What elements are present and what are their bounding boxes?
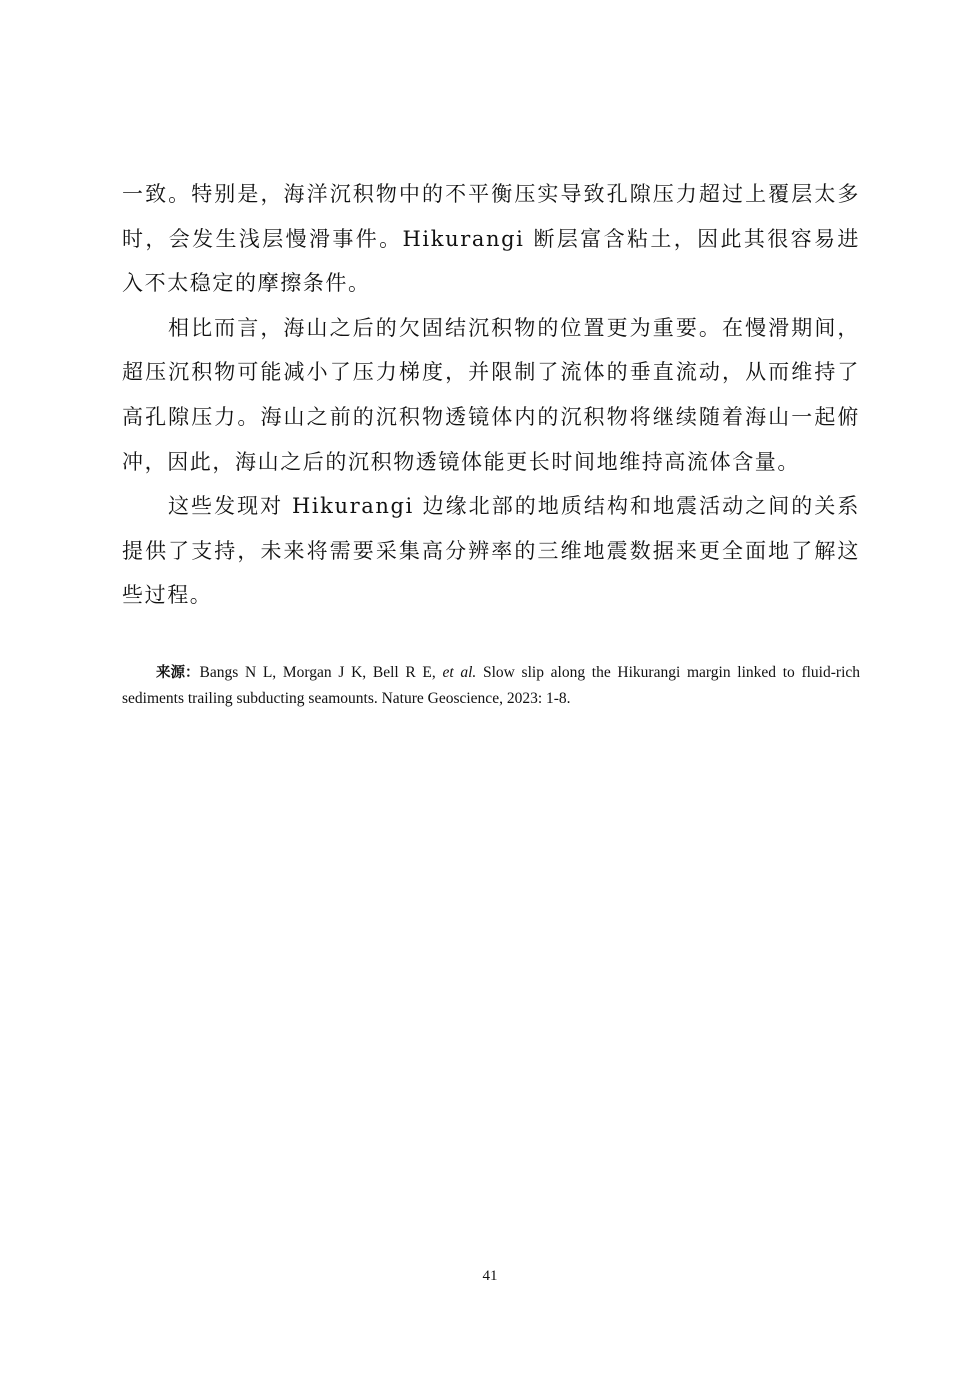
paragraph-2: 相比而言，海山之后的欠固结沉积物的位置更为重要。在慢滑期间，超压沉积物可能减小了压力梯度，并限制了流体的垂直流动，从而维持了高孔隙压力。海山之前的沉积物透镜体内的沉积物将继续随着海山一起俯冲，因此，海山之后的沉积物透镜体能更长时间地维持高流体含量。: [122, 315, 860, 474]
source-etal: et al.: [442, 664, 477, 681]
source-authors: Bangs N L, Morgan J K, Bell R E,: [199, 664, 443, 681]
paragraph-3: 这些发现对 Hikurangi 边缘北部的地质结构和地震活动之间的关系提供了支持，未来将需要采集高分辨率的三维地震数据来更全面地了解这些过程。: [122, 494, 860, 608]
paragraph-1: 一致。特别是，海洋沉积物中的不平衡压实导致孔隙压力超过上覆层太多时，会发生浅层慢滑事件。Hikurangi 断层富含粘土，因此其很容易进入不太稳定的摩擦条件。: [122, 182, 860, 296]
page-number: 41: [482, 1268, 498, 1284]
body-text: [122, 172, 860, 618]
source-title: Slow slip along the Hikurangi margin linked to fluid-rich sediments trailing subducting seamounts. Nature Geoscience, 2023: 1-8.: [122, 664, 860, 707]
source-citation: [122, 660, 860, 712]
source-label: 来源：: [156, 665, 200, 681]
source-lead: [122, 660, 200, 686]
